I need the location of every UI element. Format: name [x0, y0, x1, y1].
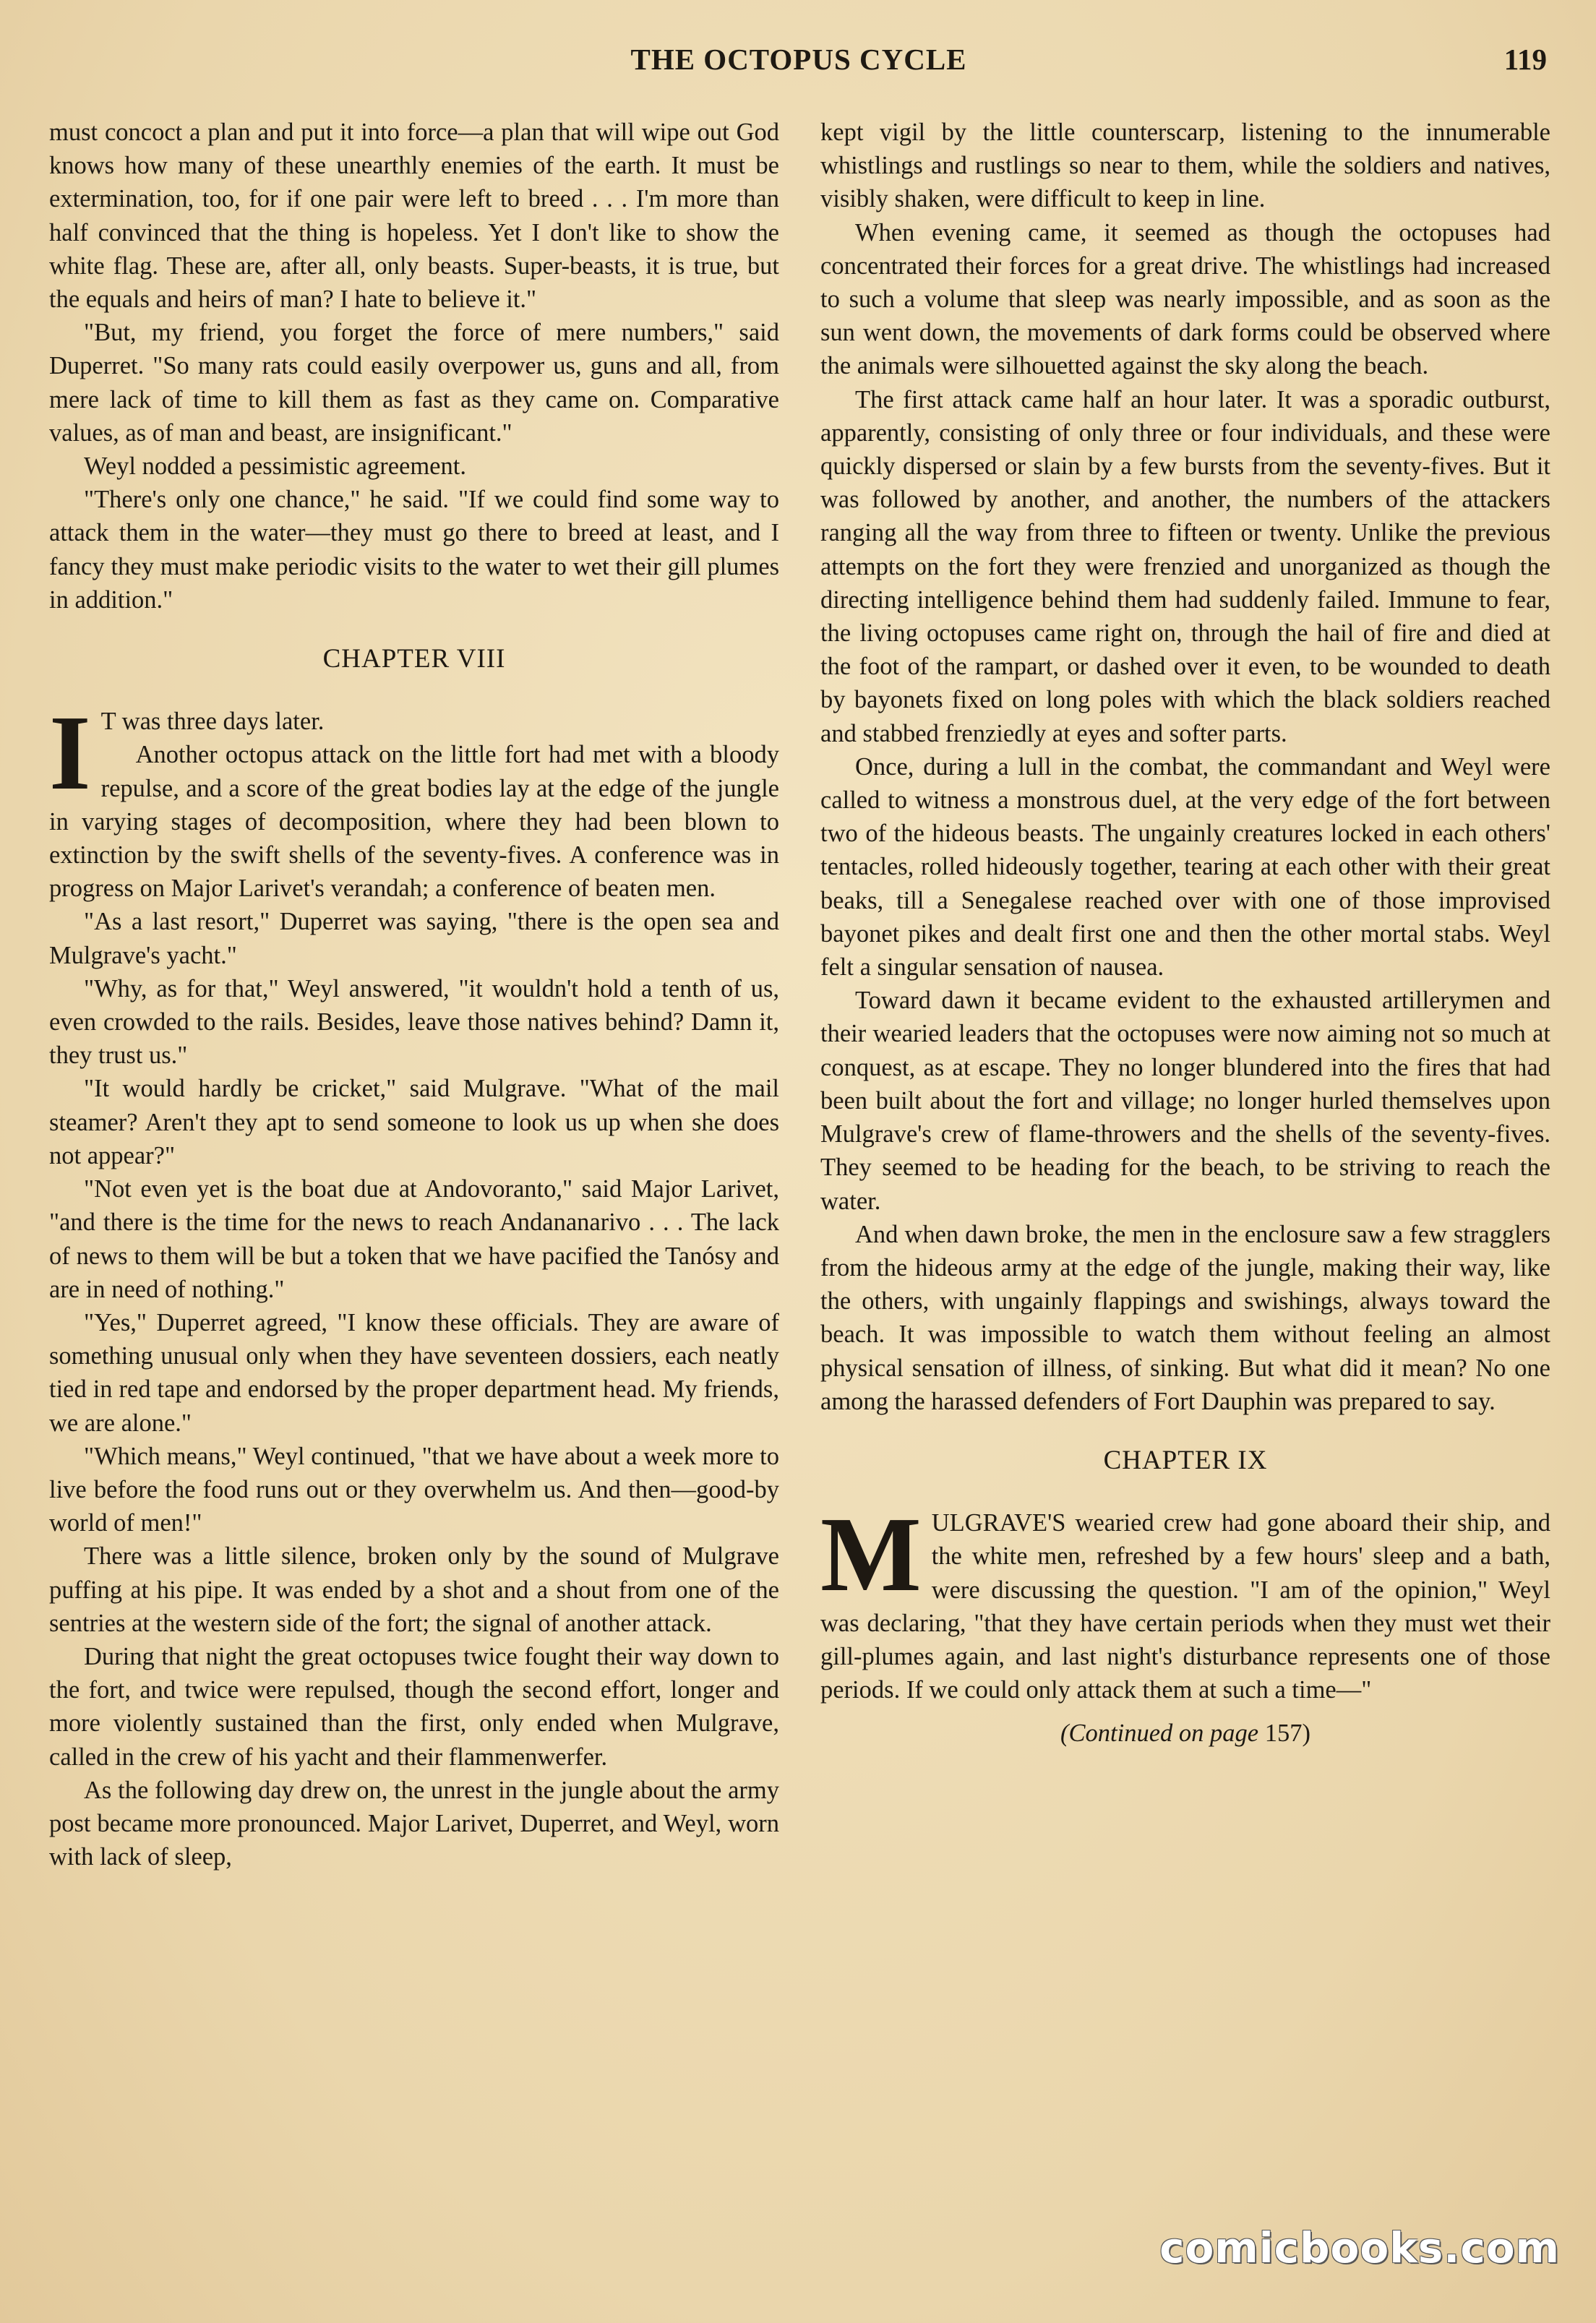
paragraph: Toward dawn it became evident to the exhausted artillerymen and their wearied leaders that the octopuses were now aiming not so much at conquest, as at escape. They no longer blundered into the fires that had been built about the fort and village; no longer hurled themselves upon Mulgrave's crew of flame-throwers and the shells of the seventy-fives. They seemed to be heading for the beach, to be striving to reach the water.: [820, 987, 1550, 1215]
paragraph: Weyl nodded a pessimistic agreement.: [84, 452, 466, 481]
paragraph: kept vigil by the little counterscarp, listening to the innumerable whistlings and rustlings so near to them, while the soldiers and natives, visibly shaken, were difficult to keep in line.: [820, 119, 1550, 213]
paragraph: During that night the great octopuses twice fought their way down to the fort, and twice were repulsed, though the second effort, longer and more violently sustained than the first, only ended when Mulgrave, called in the crew of his yacht and their flammenwerfer.: [49, 1642, 779, 1771]
drop-cap: I: [49, 694, 91, 813]
drop-cap: M: [820, 1495, 922, 1615]
chapter-heading: CHAPTER VIII: [322, 644, 506, 674]
paragraph: When evening came, it seemed as though the octopuses had concentrated their forces for a great drive. The whistlings had increased to such a volume that sleep was nearly impossible, and as soon as the sun went down, the movements of dark forms could be observed where the animals were silhouetted against the sky along the beach.: [820, 218, 1550, 380]
paragraph: As the following day drew on, the unrest in the jungle about the army post became more pronounced. Major Larivet, Duperret, and Weyl, worn with lack of sleep,: [49, 1776, 779, 1871]
page-header: [51, 42, 1547, 85]
paragraph: "It would hardly be cricket," said Mulgrave. "What of the mail steamer? Aren't they apt to send someone to look us up when she does not appear?": [49, 1075, 779, 1169]
page-number: 119: [1503, 43, 1547, 76]
paragraph: The first attack came half an hour later. It was a sporadic outburst, apparently, consisting of only three or four individuals, and these were quickly dispersed or slain by a few bursts from the seventy-fives. But it was followed by another, and another, the numbers of the attackers ranging all the way from three to fifteen or twenty. Unlike the previous attempts on the fort they were frenzied and unorganized as though the directing intelligence behind them had suddenly failed. Immune to fear, the living octopuses came right on, through the hail of fire and died at the foot of the rampart, or dashed over it even, to be wounded to death by bayonets fixed on long poles with which the black soldiers reached and stabbed frenziedly at eyes and softer parts.: [820, 385, 1550, 747]
opening-text: T was three days later.: [100, 708, 325, 736]
paragraph: Another octopus attack on the little fort had met with a bloody repulse, and a score of the great bodies lay at the edge of the jungle in varying stages of decomposition, where they had been blown to extinction by the swift shells of the seventy-fives. A conference was in progress on Major Larivet's verandah; a conference of beaten men.: [49, 741, 779, 903]
running-title: THE OCTOPUS CYCLE: [630, 43, 967, 76]
continued-prefix: (Continued on page: [1060, 1719, 1259, 1748]
paragraph: Once, during a lull in the combat, the commandant and Weyl were called to witness a monstrous duel, at the very edge of the fort between two of the hideous beasts. The ungainly creatures locked in each others' tentacles, rolled hideously together, tearing at each other with their great beaks, till a Senegalese reached over with one of those improvised bayonet pikes and dealt first one and then the other mortal stabs. Weyl felt a singular sensation of nausea.: [820, 752, 1550, 982]
watermark-logo: comicbooks.com: [1159, 2223, 1560, 2272]
chapter-heading: CHAPTER IX: [1103, 1445, 1268, 1475]
paragraph: "There's only one chance," he said. "If we could find some way to attack them in the water—they must go there to breed at least, and I fancy they must make periodic visits to the water to wet their gill plumes in addition.": [49, 486, 779, 614]
paragraph: There was a little silence, broken only by the sound of Mulgrave puffing at his pipe. It was ended by a shot and a shout from one of the sentries at the western side of the fort; the signal of another attack.: [49, 1542, 779, 1637]
paragraph: "Which means," Weyl continued, "that we have about a week more to live before the food runs out or they overwhelm us. And then—good-by world of men!": [49, 1442, 779, 1537]
left-column: [49, 116, 779, 1873]
opening-text: ULGRAVE'S wearied crew had gone aboard their ship, and the white men, refreshed by a few hours' sleep and a bath, were discussing the question. "I am of the opinion," Weyl was declaring, "that they have certain periods when they must wet their gill-plumes again, and last night's disturbance represents one of those periods. If we could only attack them at such a time—": [820, 1509, 1550, 1704]
paragraph: "Yes," Duperret agreed, "I know these officials. They are aware of something unusual only when they have seventeen dossiers, each neatly tied in red tape and endorsed by the proper department head. My friends, we are alone.": [49, 1308, 779, 1437]
paragraph: "Not even yet is the boat due at Andovoranto," said Major Larivet, "and there is the time for the news to reach Andananarivo . . . The lack of news to them will be but a token that we have pacified the Tanósy and are in need of nothing.": [49, 1175, 779, 1303]
right-column: [820, 116, 1550, 1751]
chapter-opening-paragraph: [49, 694, 779, 813]
paragraph: "But, my friend, you forget the force of mere numbers," said Duperret. "So many rats could easily overpower us, guns and all, from mere lack of time to kill them as fast as they came on. Comparative values, as of man and beast, are insignificant.": [49, 319, 779, 447]
chapter-opening-paragraph: [820, 1495, 1550, 1706]
paragraph: must concoct a plan and put it into force—a plan that will wipe out God knows how many of these unearthly enemies of the earth. It must be extermination, too, for if one pair were left to breed . . . I'm more than half convinced that the thing is hopeless. Yet I don't like to show the white flag. These are, after all, only beasts. Super-beasts, it is true, but the equals and heirs of man? I hate to believe it.": [49, 119, 779, 314]
paragraph: "As a last resort," Duperret was saying, "there is the open sea and Mulgrave's yacht.": [49, 908, 779, 969]
continued-page: 157): [1264, 1719, 1310, 1748]
paragraph: And when dawn broke, the men in the enclosure saw a few stragglers from the hideous army at the edge of the jungle, making their way, like the others, with ungainly flappings and swishings, always toward the beach. It was impossible to watch them without feeling an almost physical sensation of illness, of sinking. But what did it mean? No one among the harassed defenders of Fort Dauphin was prepared to say.: [820, 1220, 1550, 1415]
continued-note: [820, 1717, 1550, 1750]
paragraph: "Why, as for that," Weyl answered, "it wouldn't hold a tenth of us, even crowded to the rails. Besides, leave those natives behind? Damn it, they trust us.": [49, 974, 779, 1070]
